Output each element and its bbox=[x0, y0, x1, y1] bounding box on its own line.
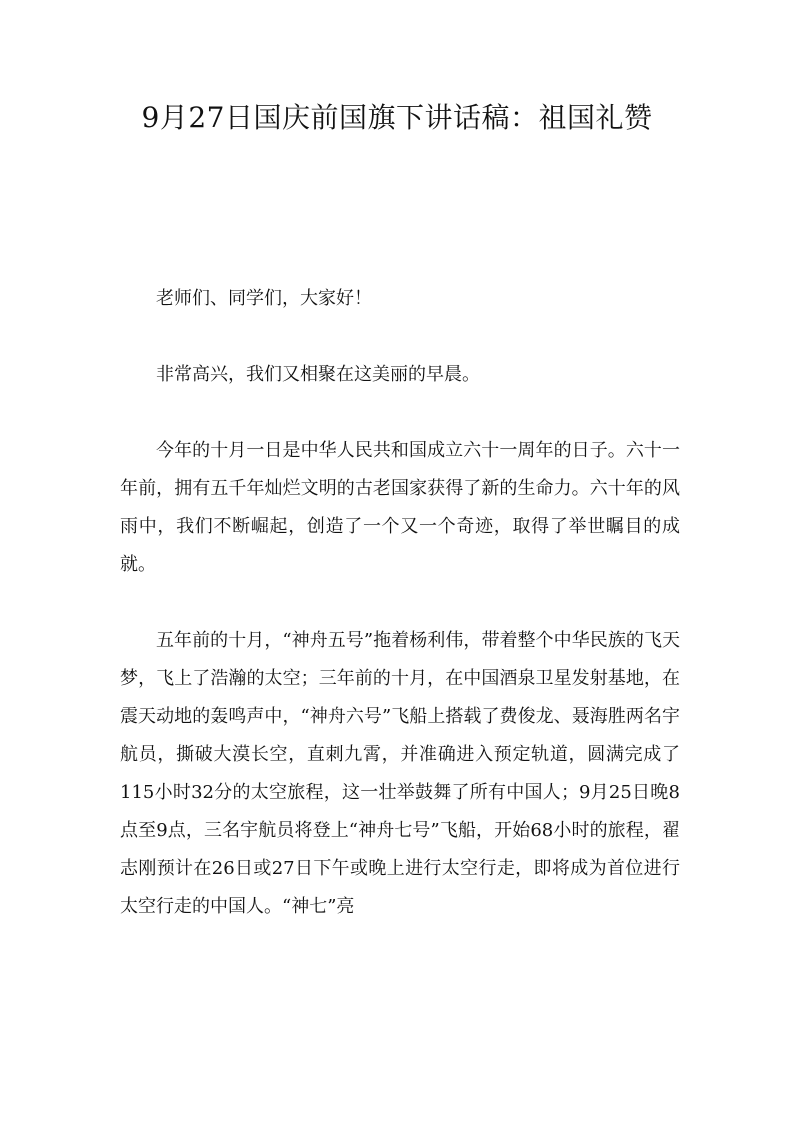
document-body bbox=[120, 280, 680, 926]
paragraph-opening: 非常高兴，我们又相聚在这美丽的早晨。 bbox=[156, 364, 480, 385]
paragraph-shenzhou: 五年前的十月，“神舟五号”拖着杨利伟，带着整个中华民族的飞天梦，飞上了浩瀚的太空；三年前的十月，在中国酒泉卫星发射基地，在震天动地的轰鸣声中，“神舟六号”飞船上搭载了费俊龙、聂海胜两名宇航员，撕破大漠长空，直刺九霄，并准确进入预定轨道，圆满完成了115小时32分的太空旅程，这一壮举鼓舞了所有中国人；9月25日晚8点至9点，三名宇航员将登上“神舟七号”飞船，开始68小时的旅程，翟志刚预计在26日或27日下午或晚上进行太空行走，即将成为首位进行太空行走的中国人。“神七”亮 bbox=[120, 630, 680, 917]
document-title: 9月27日国庆前国旗下讲话稿：祖国礼赞 bbox=[141, 101, 653, 134]
paragraph-greeting: 老师们、同学们，大家好！ bbox=[156, 288, 372, 309]
paragraph-anniversary: 今年的十月一日是中华人民共和国成立六十一周年的日子。六十一年前，拥有五千年灿烂文明的古老国家获得了新的生命力。六十年的风雨中，我们不断崛起，创造了一个又一个奇迹，取得了举世瞩目的成就。 bbox=[120, 440, 680, 575]
